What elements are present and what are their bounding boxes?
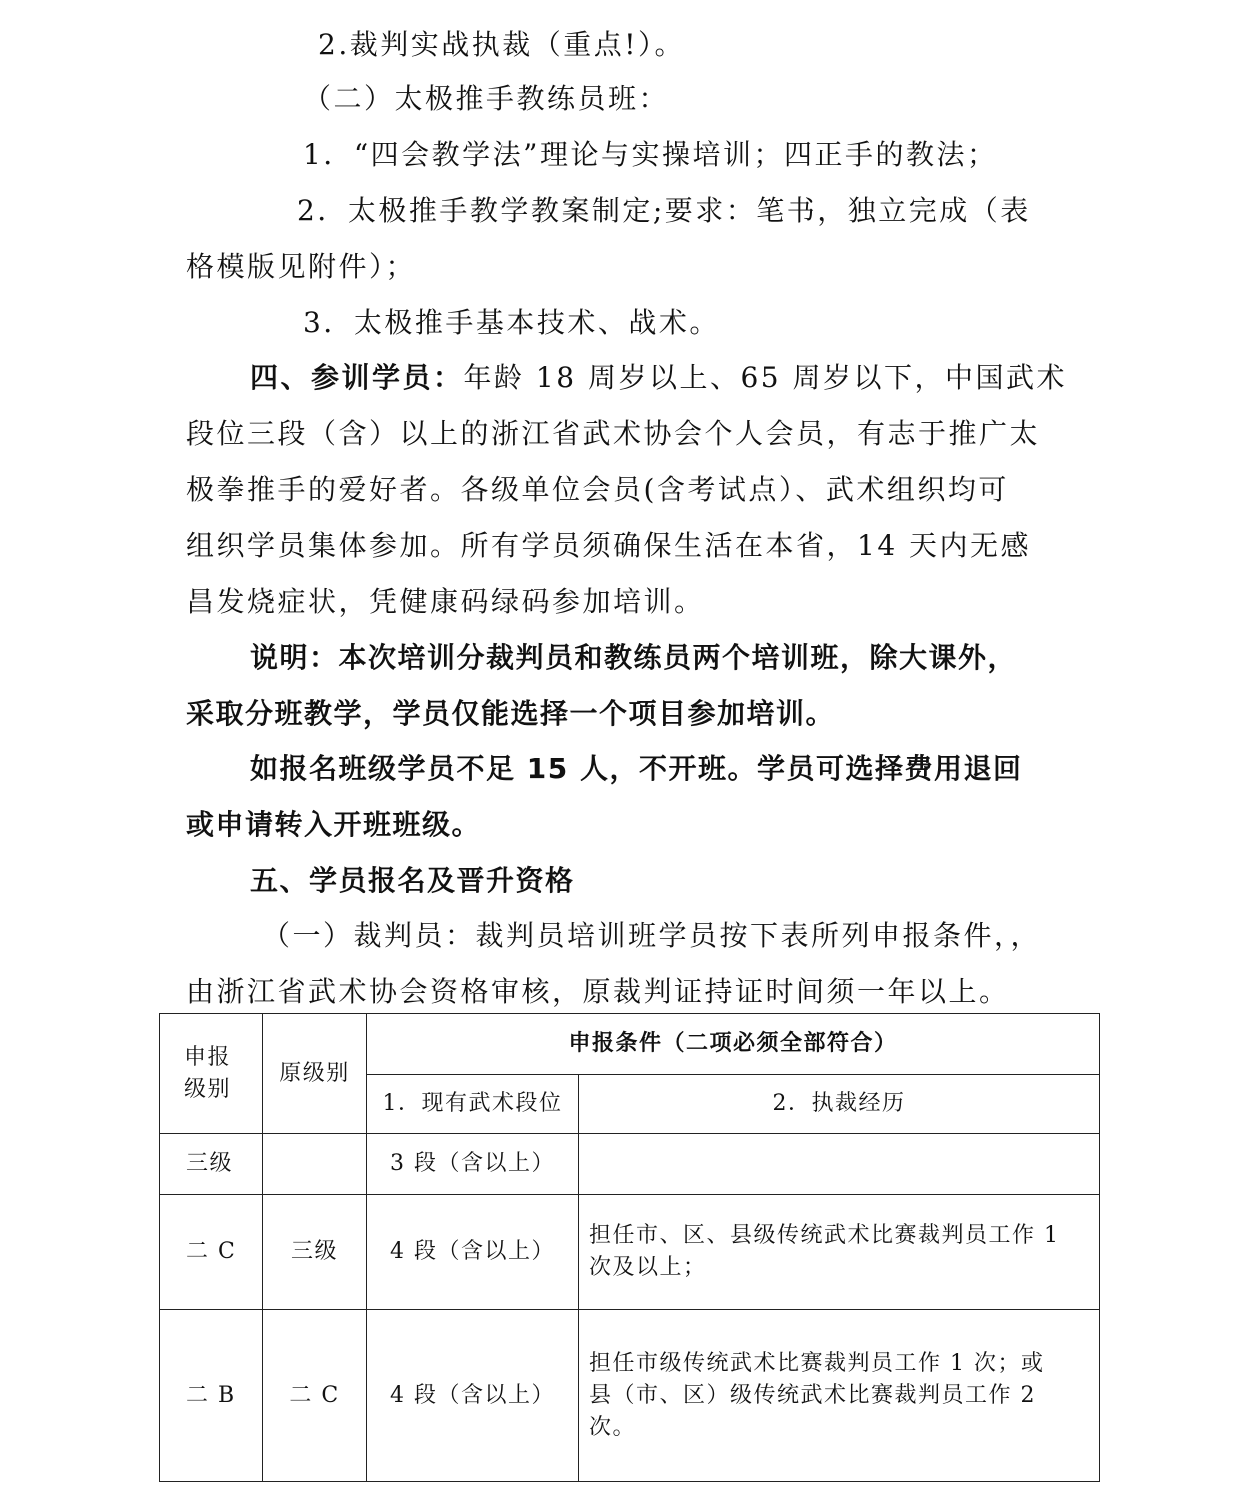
- cell-level: 二 B: [160, 1310, 263, 1482]
- note-line: 如报名班级学员不足 15 人，不开班。学员可选择费用退回: [250, 752, 1023, 785]
- table-row: [160, 1134, 1100, 1195]
- header-level-line2: 级别: [184, 1076, 232, 1102]
- text-line: 极拳推手的爱好者。各级单位会员(含考试点）、武术组织均可: [186, 473, 1009, 506]
- text-line: 2.裁判实战执裁（重点!）。: [318, 28, 685, 61]
- text-line: （二）太极推手教练员班：: [303, 82, 670, 115]
- cell-experience: [579, 1195, 1100, 1310]
- experience-line: 次及以上；: [589, 1255, 707, 1280]
- text-line: 2．太极推手教学教案制定;要求：笔书，独立完成（表: [297, 194, 1031, 227]
- header-experience: 2．执裁经历: [579, 1075, 1100, 1134]
- cell-dan: 4 段（含以上）: [367, 1195, 579, 1310]
- note-line: 说明：本次培训分裁判员和教练员两个培训班，除大课外，: [250, 641, 1018, 674]
- text-line: 1．“四会教学法”理论与实操培训；四正手的教法；: [303, 138, 998, 171]
- header-level: [160, 1014, 263, 1134]
- text-line: （一）裁判员：裁判员培训班学员按下表所列申报条件，，: [262, 919, 1042, 952]
- section-five-heading: 五、学员报名及晋升资格: [250, 864, 575, 897]
- note-line: 采取分班教学，学员仅能选择一个项目参加培训。: [186, 697, 836, 730]
- note-line: 或申请转入开班班级。: [186, 808, 482, 841]
- header-original-level: 原级别: [263, 1014, 367, 1134]
- text-line: 昌发烧症状，凭健康码绿码参加培训。: [186, 585, 705, 618]
- text-line: 3．太极推手基本技术、战术。: [303, 306, 720, 339]
- section-four-heading: 四、参训学员：: [250, 361, 464, 394]
- header-level-line1: 申报: [184, 1044, 232, 1070]
- experience-line: 担任市级传统武术比赛裁判员工作 1 次；或: [589, 1350, 1045, 1376]
- cell-experience: [579, 1310, 1100, 1482]
- cell-experience: [579, 1134, 1100, 1195]
- section-four-line: [250, 360, 1067, 396]
- cell-original-level: 二 C: [263, 1310, 367, 1482]
- header-dan: 1．现有武术段位: [367, 1075, 579, 1134]
- text-line: 组织学员集体参加。所有学员须确保生活在本省，14 天内无感: [186, 529, 1032, 562]
- cell-level: 二 C: [160, 1195, 263, 1310]
- text-line: 由浙江省武术协会资格审核，原裁判证持证时间须一年以上。: [186, 975, 1010, 1008]
- experience-line: 担任市、区、县级传统武术比赛裁判员工作 1: [589, 1223, 1060, 1248]
- text-line: 格模版见附件）；: [186, 250, 417, 283]
- text-line: 段位三段（含）以上的浙江省武术协会个人会员，有志于推广太: [186, 417, 1041, 450]
- table-row: [160, 1310, 1100, 1482]
- cell-dan: 3 段（含以上）: [367, 1134, 579, 1195]
- experience-line: 县（市、区）级传统武术比赛裁判员工作 2: [589, 1382, 1036, 1408]
- header-conditions: 申报条件（二项必须全部符合）: [367, 1014, 1100, 1075]
- table-row: [160, 1195, 1100, 1310]
- text-span: 年龄 18 周岁以上、65 周岁以下，中国武术: [463, 361, 1067, 394]
- cell-dan: 4 段（含以上）: [367, 1310, 579, 1482]
- cell-original-level: 三级: [263, 1195, 367, 1310]
- cell-original-level: [263, 1134, 367, 1195]
- cell-level: 三级: [160, 1134, 263, 1195]
- experience-line: 次。: [589, 1414, 637, 1440]
- referee-qualification-table: [159, 1013, 1100, 1482]
